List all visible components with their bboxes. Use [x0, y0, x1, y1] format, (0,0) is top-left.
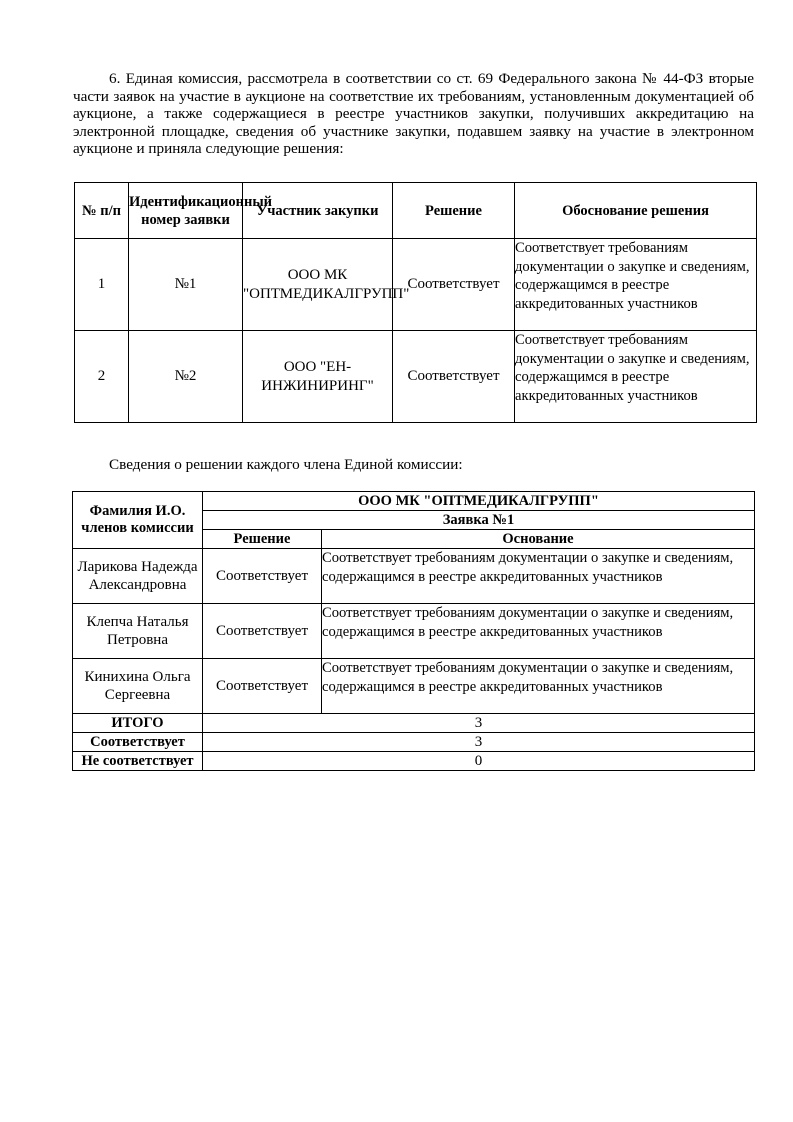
- member-name: Ларикова Надежда Александровна: [73, 549, 203, 604]
- row-basis: Соответствует требованиям документации о закупке и сведениям, содержащимся в реестре аккредитованных участников: [515, 331, 757, 423]
- total-row: [73, 714, 755, 733]
- header-company: ООО МК "ОПТМЕДИКАЛГРУПП": [203, 492, 755, 511]
- header-application: Заявка №1: [203, 511, 755, 530]
- member-name: Кинихина Ольга Сергеевна: [73, 659, 203, 714]
- member-decision: Соответствует: [203, 659, 322, 714]
- header-basis: Основание: [322, 530, 755, 549]
- decisions-table: [74, 182, 757, 423]
- total-value: 3: [203, 733, 755, 752]
- row-participant: ООО МК "ОПТМЕДИКАЛГРУПП": [243, 239, 393, 331]
- header-decision: Решение: [203, 530, 322, 549]
- intro-paragraph: 6. Единая комиссия, рассмотрела в соответствии со ст. 69 Федерального закона № 44-ФЗ вторые части заявок на участие в аукционе на соответствие их требованиям, установленным документацией об аукционе, а также содержащиеся в реестре участников закупки, получивших аккредитацию на электронной площадке, сведения об участнике закупки, подавшем заявку на участие в электронном аукционе и приняла следующие решения:: [73, 70, 754, 158]
- row-num: 2: [75, 331, 129, 423]
- total-label: ИТОГО: [73, 714, 203, 733]
- decisions-header-row: [75, 183, 757, 239]
- table-row: [75, 331, 757, 423]
- row-basis: Соответствует требованиям документации о закупке и сведениям, содержащимся в реестре аккредитованных участников: [515, 239, 757, 331]
- row-decision: Соответствует: [393, 239, 515, 331]
- row-decision: Соответствует: [393, 331, 515, 423]
- table-row: [73, 549, 755, 604]
- row-num: 1: [75, 239, 129, 331]
- header-decision: Решение: [393, 183, 515, 239]
- row-participant: ООО "ЕН-ИНЖИНИРИНГ": [243, 331, 393, 423]
- member-name: Клепча Наталья Петровна: [73, 604, 203, 659]
- header-num: № п/п: [75, 183, 129, 239]
- members-caption: Сведения о решении каждого члена Единой комиссии:: [109, 456, 463, 473]
- total-value: 3: [203, 714, 755, 733]
- total-row: [73, 752, 755, 771]
- table-row: [75, 239, 757, 331]
- header-participant: Участник закупки: [243, 183, 393, 239]
- total-value: 0: [203, 752, 755, 771]
- members-header-row-company: [73, 492, 755, 511]
- row-application-id: №2: [129, 331, 243, 423]
- table-row: [73, 659, 755, 714]
- member-decision: Соответствует: [203, 604, 322, 659]
- member-basis: Соответствует требованиям документации о закупке и сведениям, содержащимся в реестре аккредитованных участников: [322, 659, 755, 714]
- total-label: Не соответствует: [73, 752, 203, 771]
- member-basis: Соответствует требованиям документации о закупке и сведениям, содержащимся в реестре аккредитованных участников: [322, 549, 755, 604]
- header-application-id: Идентификационный номер заявки: [129, 183, 243, 239]
- header-member-name: Фамилия И.О. членов комиссии: [73, 492, 203, 549]
- table-row: [73, 604, 755, 659]
- total-label: Соответствует: [73, 733, 203, 752]
- member-basis: Соответствует требованиям документации о закупке и сведениям, содержащимся в реестре аккредитованных участников: [322, 604, 755, 659]
- members-table: [72, 491, 755, 771]
- member-decision: Соответствует: [203, 549, 322, 604]
- header-basis: Обоснование решения: [515, 183, 757, 239]
- row-application-id: №1: [129, 239, 243, 331]
- total-row: [73, 733, 755, 752]
